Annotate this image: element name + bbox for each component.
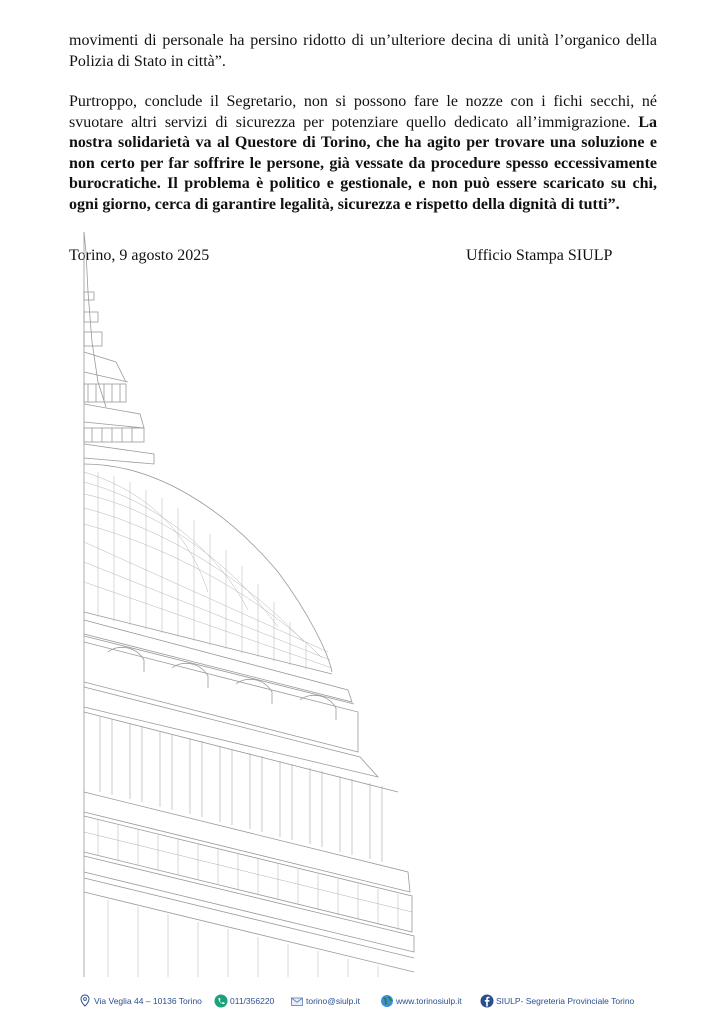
website-text: www.torinosiulp.it — [396, 996, 462, 1006]
footer-website[interactable] — [380, 994, 462, 1008]
address-text: Via Veglia 44 – 10136 Torino — [94, 996, 202, 1006]
phone-icon — [214, 994, 228, 1008]
paragraph-2-bold-quote: La nostra solidarietà va al Questore di Torino, che ha agito per trovare una soluzione e non certo per far soffrire le persone, già vessate da procedure spesso eccessivamente burocratiche. Il problema è politico e gestionale, e non può essere scaricato su chi, ogni giorno, cerca di garantire legalità, sicurezza e rispetto della dignità di tutti”. — [69, 113, 657, 213]
place-date: Torino, 9 agosto 2025 — [69, 247, 210, 264]
location-pin-icon — [78, 994, 92, 1008]
globe-icon — [380, 994, 394, 1008]
footer-address — [78, 994, 202, 1008]
footer-facebook[interactable] — [480, 994, 634, 1008]
envelope-icon — [290, 994, 304, 1008]
footer-contacts — [78, 990, 678, 1012]
footer-email[interactable] — [290, 994, 360, 1008]
facebook-text: SIULP- Segreteria Provinciale Torino — [496, 996, 635, 1006]
paragraph-2 — [69, 92, 657, 215]
mole-antonelliana-illustration — [78, 232, 418, 977]
facebook-icon — [480, 994, 494, 1008]
paragraph-1-text: movimenti di personale ha persino ridotto di un’ulteriore decina di unità l’organico della Polizia di Stato in città”. — [69, 32, 657, 70]
footer-phone[interactable] — [214, 994, 274, 1008]
phone-text: 011/356220 — [230, 996, 275, 1006]
email-text: torino@siulp.it — [306, 996, 360, 1006]
paragraph-2-text — [69, 92, 657, 215]
signature: Ufficio Stampa SIULP — [466, 247, 613, 264]
paragraph-2-plain: Purtroppo, conclude il Segretario, non si possono fare le nozze con i fichi secchi, né svuotare altri servizi di sicurezza per potenziare quello dedicato all’immigrazione. — [69, 93, 657, 131]
paragraph-1 — [69, 31, 657, 72]
